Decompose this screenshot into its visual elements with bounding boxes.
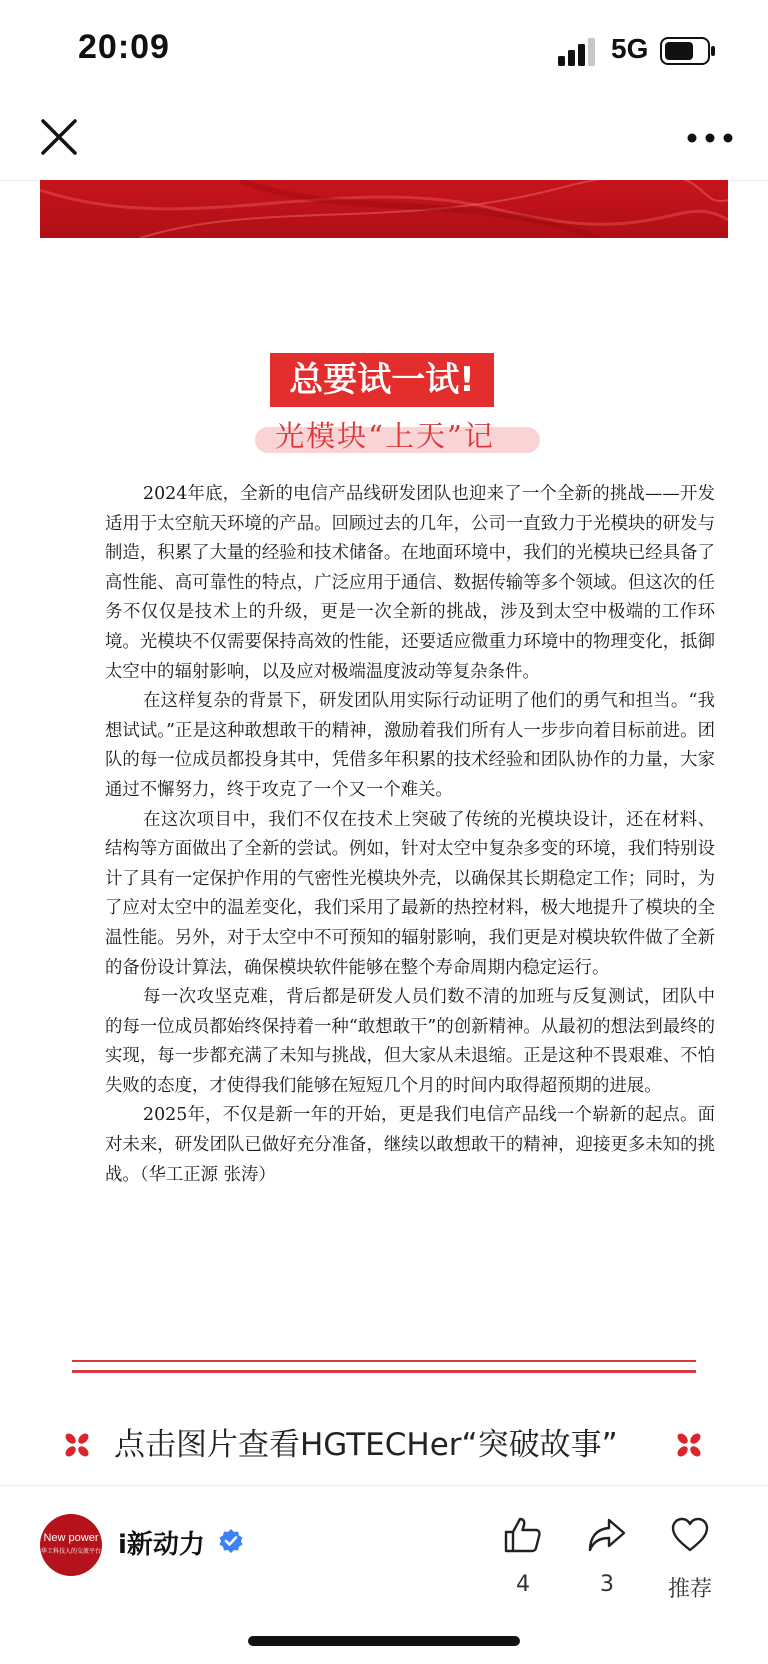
article-image[interactable] [40, 180, 728, 1375]
paragraph: 2025年，不仅是新一年的开始，更是我们电信产品线一个崭新的起点。面对未来，研发团队已做好充分准备，继续以敢想敢干的精神，迎接更多未知的挑战。（华工正源 张涛） [105, 1105, 715, 1185]
close-icon[interactable] [34, 112, 84, 162]
paragraph: 每一次攻坚克难，背后都是研发人员们数不清的加班与反复测试，团队中的每一位成员都始终保持着一种“敢想敢干”的创新精神。从最初的想法到最终的实现，每一步都充满了未知与挑战，但大家从未退缩。正是这种不畏艰难、不怕失败的态度，才使得我们能够在短短几个月的时间内取得超预期的进展。 [105, 987, 715, 1096]
share-button[interactable] [577, 1516, 637, 1597]
account-name[interactable]: i新动力 [118, 1530, 205, 1560]
share-count: 3 [600, 1572, 614, 1597]
banner-swoosh [40, 180, 728, 238]
heart-icon [670, 1516, 710, 1554]
share-icon [587, 1516, 627, 1554]
signal-icon [558, 38, 598, 66]
status-time: 20:09 [78, 28, 170, 66]
status-bar [0, 0, 768, 100]
paragraph: 在这次项目中，我们不仅在技术上突破了传统的光模块设计，还在材料、结构等方面做出了全新的尝试。例如，针对太空中复杂多变的环境，我们特别设计了具有一定保护作用的气密性光模块外壳，以确保其长期稳定工作；同时，为了应对太空中的温差变化，我们采用了最新的热控材料，极大地提升了模块的全温性能。另外，对于太空中不可预知的辐射影响，我们更是对模块软件做了全新的备份设计算法，确保模块软件能够在整个寿命周期内稳定运行。 [105, 809, 715, 978]
recommend-label: 推荐 [667, 1577, 712, 1602]
subtitle: 光模块“上天”记 [275, 419, 495, 453]
flower-icon [62, 1430, 92, 1460]
avatar-logo-subtext: 华工科技人的交流平台 [40, 1548, 101, 1555]
headline: 总要试一试! [289, 360, 475, 400]
click-hint-text[interactable]: 点击图片查看HGTECHer“突破故事” [114, 1427, 618, 1463]
recommend-button[interactable] [660, 1516, 720, 1603]
article-body [105, 480, 715, 1190]
like-count: 4 [516, 1572, 530, 1597]
avatar[interactable] [40, 1514, 102, 1576]
paragraph: 在这样复杂的背景下，研发团队用实际行动证明了他们的勇气和担当。“我想试试。”正是这种敢想敢干的精神，激励着我们所有人一步步向着目标前进。团队的每一位成员都投身其中，凭借多年积累的技术经验和团队协作的力量，大家通过不懈努力，终于攻克了一个又一个难关。 [105, 691, 715, 800]
bottom-bar [0, 1485, 768, 1664]
more-icon[interactable] [680, 118, 740, 158]
flower-icon [674, 1430, 704, 1460]
network-type: 5G [611, 33, 649, 64]
red-banner [40, 180, 728, 238]
home-indicator[interactable] [248, 1636, 520, 1646]
divider-line [72, 1370, 696, 1373]
paragraph: 2024年底，全新的电信产品线研发团队也迎来了一个全新的挑战——开发适用于太空航天环境的产品。回顾过去的几年，公司一直致力于光模块的研发与制造，积累了大量的经验和技术储备。在地面环境中，我们的光模块已经具备了高性能、高可靠性的特点，广泛应用于通信、数据传输等多个领域。但这次的任务不仅仅是技术上的升级，更是一次全新的挑战，涉及到太空中极端的工作环境。光模块不仅需要保持高效的性能，还要适应微重力环境中的物理变化，抵御太空中的辐射影响，以及应对极端温度波动等复杂条件。 [105, 484, 715, 682]
avatar-logo-text: New power [43, 1532, 99, 1544]
click-hint[interactable] [0, 1420, 768, 1480]
nav-bar [0, 100, 768, 181]
verified-icon [218, 1528, 244, 1554]
divider-line [72, 1360, 696, 1362]
battery-icon [660, 37, 716, 65]
thumbs-up-icon [503, 1516, 543, 1554]
like-button[interactable] [493, 1516, 553, 1597]
